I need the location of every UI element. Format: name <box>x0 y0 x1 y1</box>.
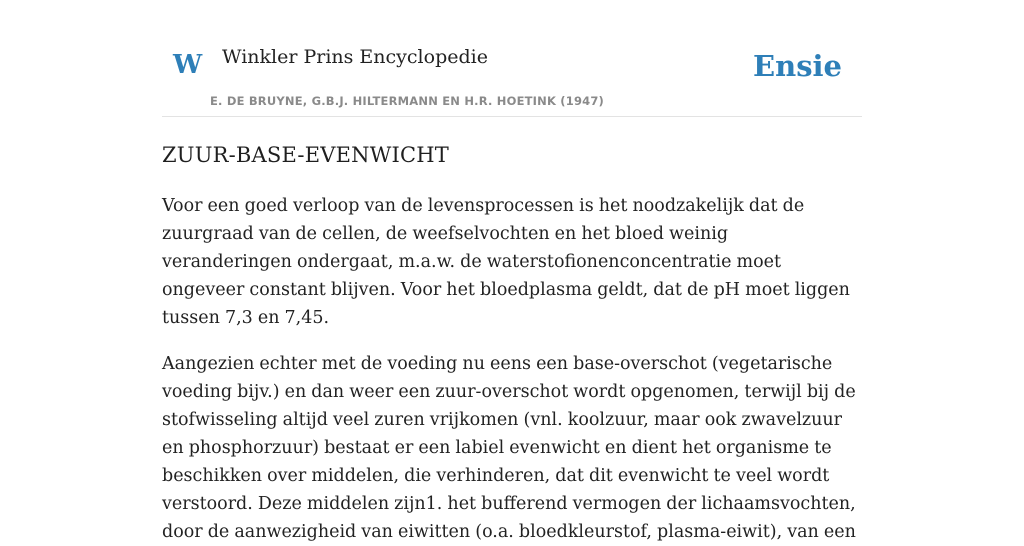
authors-line: E. DE BRUYNE, G.B.J. HILTERMANN EN H.R. HOETINK (1947) <box>210 94 605 108</box>
source-title[interactable]: Winkler Prins Encyclopedie <box>222 46 488 68</box>
article-body <box>162 141 862 546</box>
article-paragraph: Aangezien echter met de voeding nu eens een base-overschot (vegetarische voeding bijv.) en dan weer een zuur-overschot wordt opgenomen, terwijl bij de stofwisseling altijd veel zuren vrijkomen (vnl. koolzuur, maar ook zwavelzuur en phosphorzuur) bestaat er een labiel evenwicht en dient het organisme te beschikken over middelen, die verhinderen, dat dit evenwicht te veel wordt verstoord. Deze middelen zijn1. het bufferend vermogen der lichaamsvochten, door de aanwezigheid van eiwitten (o.a. bloedkleurstof, plasma-eiwit), van een <box>162 354 856 542</box>
article-paragraph: Voor een goed verloop van de levensprocessen is het noodzakelijk dat de zuurgraad van de cellen, de weefselvochten en het bloed weinig veranderingen ondergaat, m.a.w. de waterstofionenconcentratie moet ongeveer constant blijven. Voor het bloedplasma geldt, dat de pH moet liggen tussen 7,3 en 7,45. <box>162 196 850 328</box>
header <box>162 0 862 117</box>
article-title: ZUUR-BASE-EVENWICHT <box>162 143 449 167</box>
ensie-logo[interactable]: Ensie <box>753 49 842 83</box>
winkler-prins-logo[interactable]: W <box>173 50 203 80</box>
